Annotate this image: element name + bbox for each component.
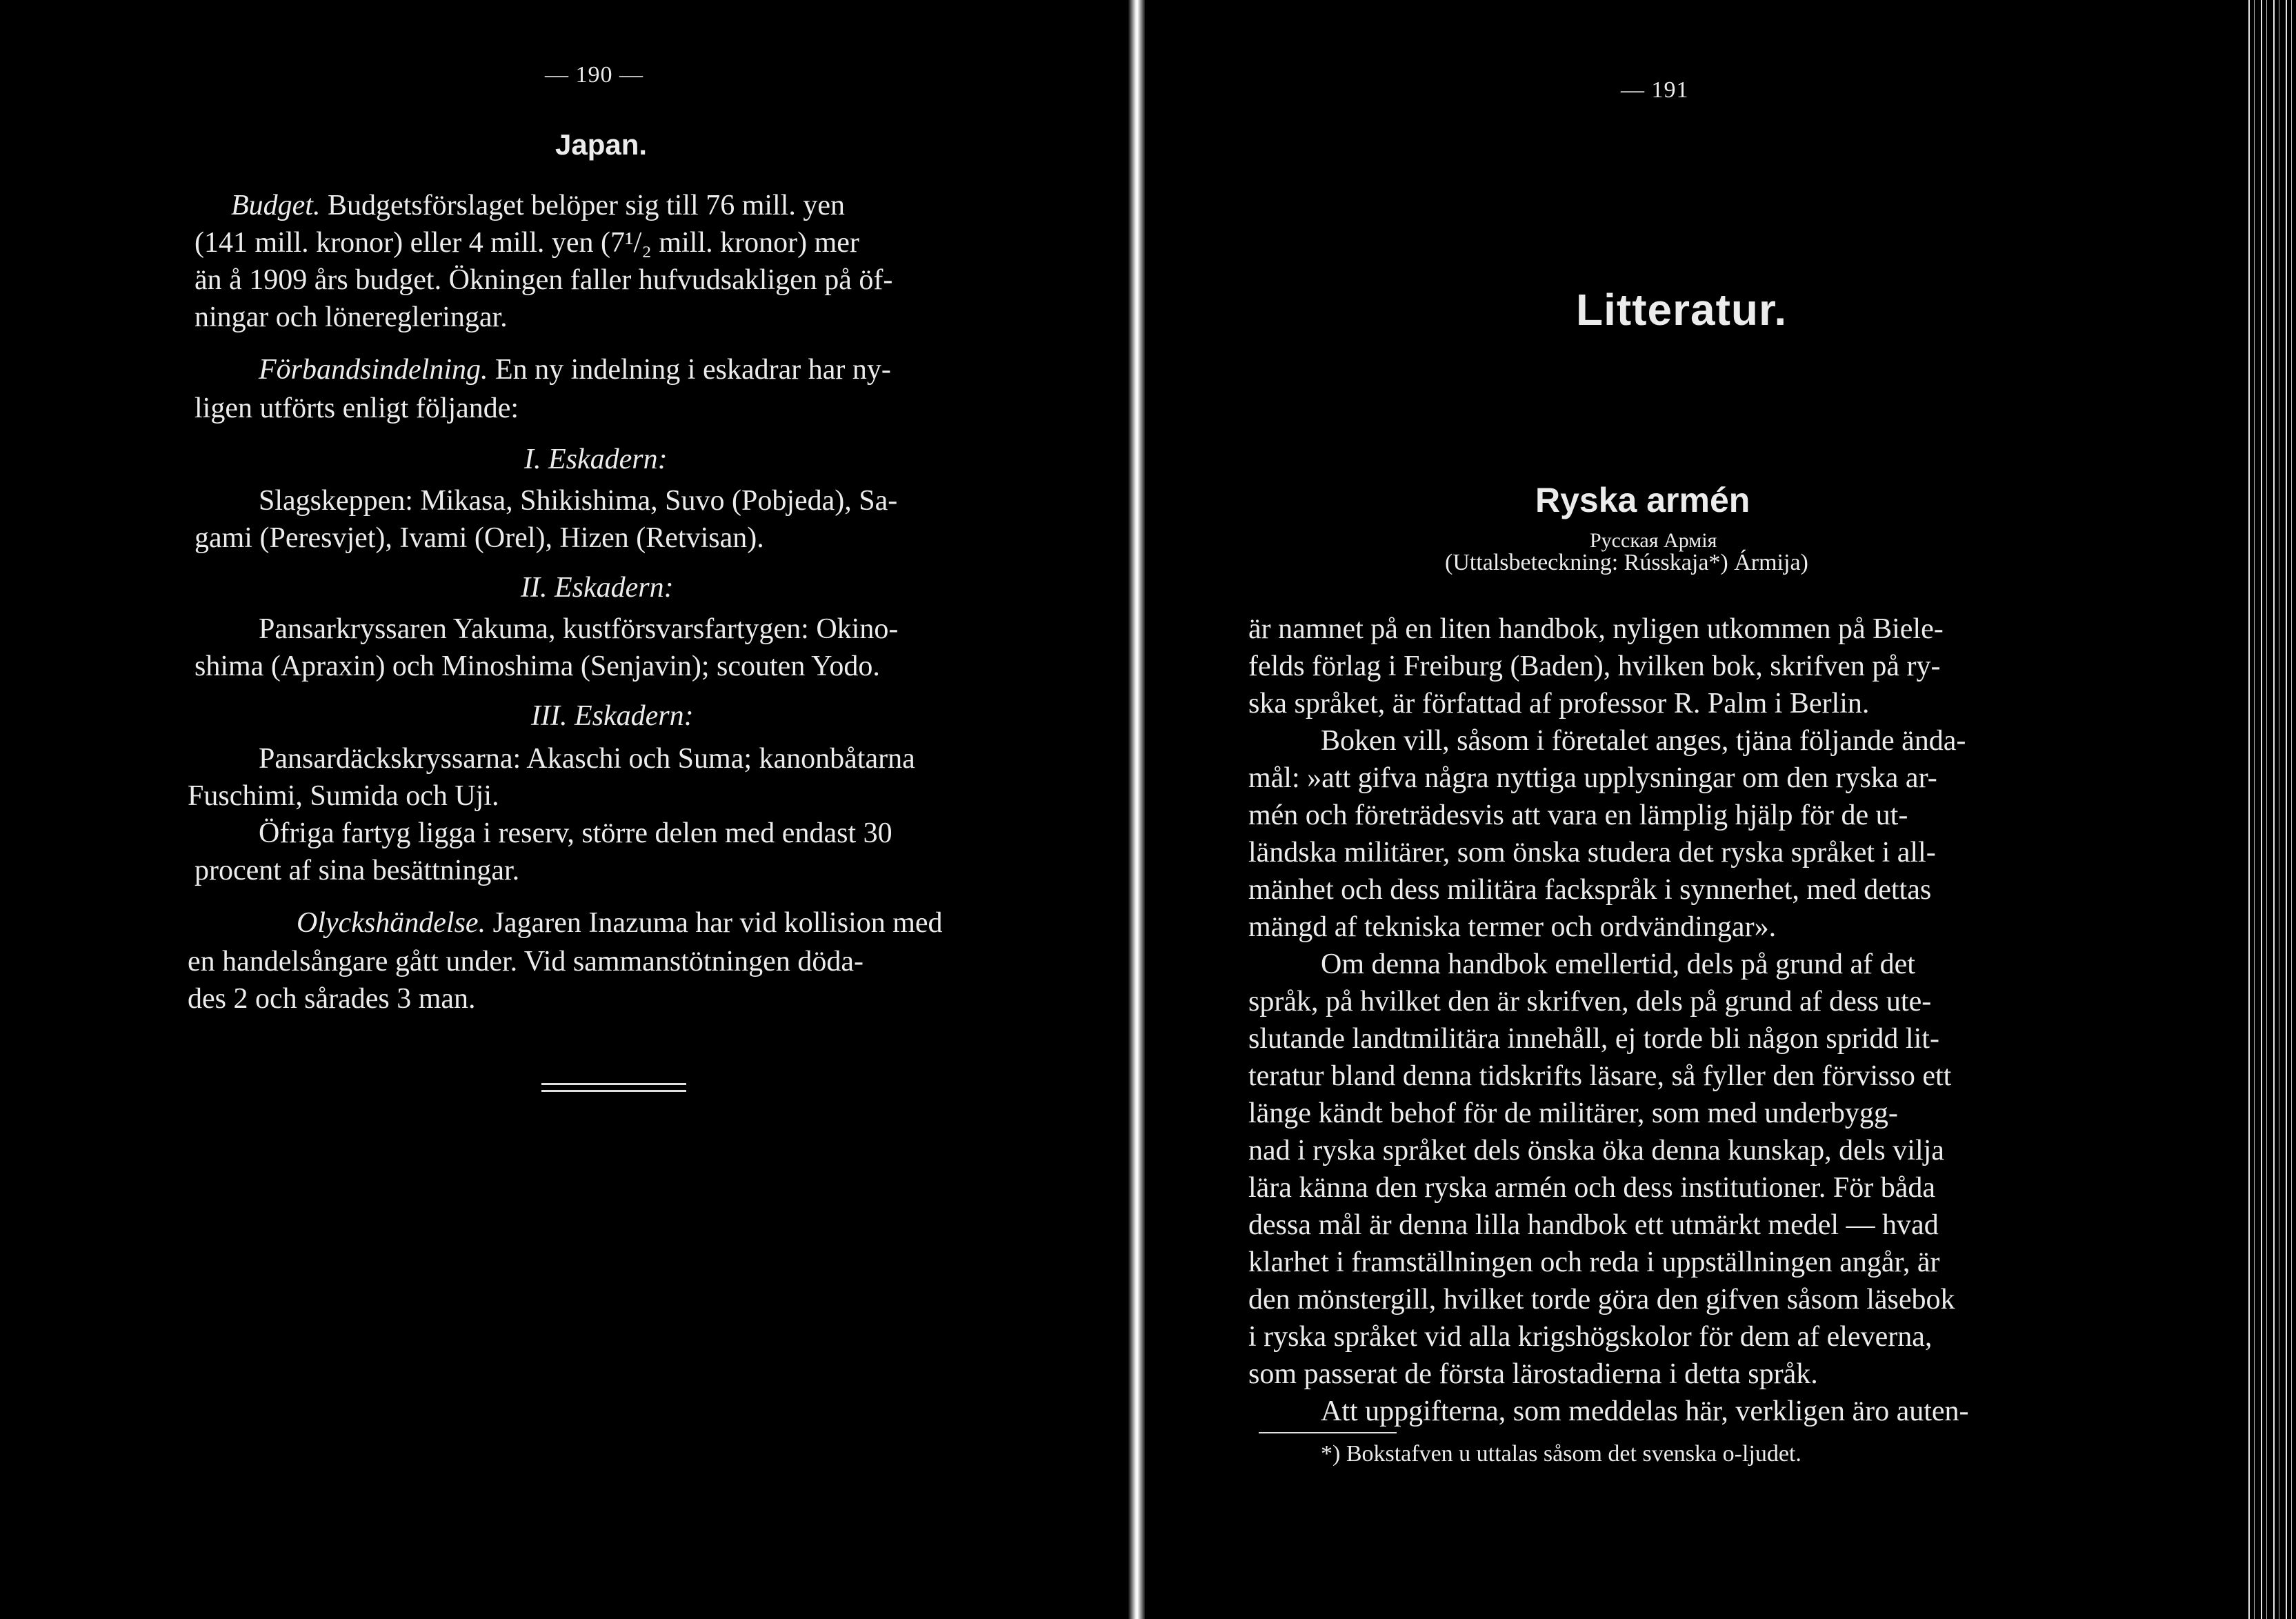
subtitle-pronunciation: (Uttalsbeteckning: Rússkaja*) Ármija) — [1445, 550, 1808, 575]
forband-line-1: Förbandsindelning. En ny indelning i eskadrar har ny- — [259, 354, 891, 386]
body-line-14: länge kändt behof för de militärer, som med underbygg- — [1248, 1097, 1898, 1129]
body-line-6: mén och företrädesvis att vara en lämplig hjälp för de ut- — [1248, 799, 1908, 831]
forband-line-2: ligen utförts enligt följande: — [194, 393, 519, 424]
body-line-8: mänhet och dess militära fackspråk i synnerhet, med dettas — [1248, 874, 1932, 906]
budget-line-1: Budget. Budgetsförslaget belöper sig till 76 mill. yen — [231, 190, 846, 221]
body-line-19: den mönstergill, hvilket torde göra den gifven såsom läsebok — [1248, 1284, 1955, 1315]
page-title: Japan. — [555, 128, 648, 161]
forband-label: Förbandsindelning. — [259, 354, 488, 386]
eskader-3-line-1: Pansardäckskryssarna: Akaschi och Suma; kanonbåtarna — [259, 743, 915, 775]
left-page-number: — 190 — — [545, 62, 643, 88]
right-page-number: — 191 — [1621, 77, 1689, 103]
body-line-2: felds förlag i Freiburg (Baden), hvilken bok, skrifven på ry- — [1248, 650, 1941, 682]
left-page — [0, 0, 1131, 1619]
budget-label: Budget. — [231, 190, 321, 221]
budget-line-3: än å 1909 års budget. Ökningen faller hufvudsakligen på öf- — [194, 264, 893, 296]
budget-line-4: ningar och löneregleringar. — [194, 301, 508, 333]
eskader-3-line-4: procent af sina besättningar. — [194, 855, 520, 886]
body-line-18: klarhet i framställningen och reda i uppställningen angår, är — [1248, 1246, 1940, 1278]
olycka-label: Olyckshändelse. — [297, 907, 486, 939]
olycka-line-1: Olyckshändelse. Jagaren Inazuma har vid kollision med — [297, 907, 943, 939]
body-line-17: dessa mål är denna lilla handbok ett utmärkt medel — hvad — [1248, 1209, 1939, 1241]
page-stack-edge — [2242, 0, 2296, 1619]
eskader-3-line-3: Öfriga fartyg ligga i reserv, större delen med endast 30 — [259, 817, 892, 849]
body-line-22: Att uppgifterna, som meddelas här, verkligen äro auten- — [1321, 1395, 1969, 1427]
body-line-11: språk, på hvilket den är skrifven, dels på grund af dess ute- — [1248, 986, 1932, 1017]
body-line-21: som passerat de första lärostadierna i detta språk. — [1248, 1358, 1818, 1390]
subtitle-russian: Русская Армія — [1590, 529, 1717, 552]
body-line-10: Om denna handbok emellertid, dels på grund af det — [1321, 948, 1915, 980]
eskader-2-line-1: Pansarkryssaren Yakuma, kustförsvarsfartygen: Okino- — [259, 613, 899, 645]
body-line-3: ska språket, är författad af professor R. Palm i Berlin. — [1248, 688, 1870, 719]
body-line-13: teratur bland denna tidskrifts läsare, så fyller den förvisso ett — [1248, 1060, 1952, 1092]
body-line-12: slutande landtmilitära innehåll, ej torde bli någon spridd lit- — [1248, 1023, 1939, 1055]
olycka-line-3: des 2 och sårades 3 man. — [188, 983, 476, 1015]
body-line-1: är namnet på en liten handbok, nyligen utkommen på Biele- — [1248, 613, 1944, 645]
article-title: Ryska armén — [1535, 481, 1750, 519]
section-end-rule-bottom — [541, 1090, 686, 1092]
body-line-15: nad i ryska språket dels önska öka denna kunskap, dels vilja — [1248, 1135, 1944, 1166]
body-line-9: mängd af tekniska termer och ordvändingar». — [1248, 911, 1777, 943]
budget-line-2: (141 mill. kronor) eller 4 mill. yen (7¹/₂ mill. kronor) mer — [194, 227, 859, 259]
section-end-rule-top — [541, 1083, 686, 1085]
body-line-20: i ryska språket vid alla krigshögskolor för dem af eleverna, — [1248, 1321, 1933, 1353]
footnote-rule — [1259, 1432, 1397, 1433]
eskader-1-heading: I. Eskadern: — [524, 444, 668, 475]
body-line-4: Boken vill, såsom i företalet anges, tjäna följande ända- — [1321, 725, 1966, 757]
eskader-1-line-1: Slagskeppen: Mikasa, Shikishima, Suvo (Pobjeda), Sa- — [259, 485, 898, 517]
right-page — [1145, 0, 2248, 1619]
body-line-16: lära känna den ryska armén och dess institutioner. För båda — [1248, 1172, 1936, 1204]
olycka-line-2: en handelsångare gått under. Vid sammanstötningen döda- — [188, 946, 864, 977]
section-title: Litteratur. — [1576, 285, 1788, 335]
book-gutter — [1128, 0, 1145, 1619]
eskader-3-heading: III. Eskadern: — [531, 700, 694, 732]
body-line-7: ländska militärer, som önska studera det ryska språket i all- — [1248, 837, 1936, 868]
eskader-2-line-2: shima (Apraxin) och Minoshima (Senjavin); scouten Yodo. — [194, 650, 880, 682]
eskader-3-line-2: Fuschimi, Sumida och Uji. — [188, 780, 499, 812]
eskader-1-line-2: gami (Peresvjet), Ivami (Orel), Hizen (Retvisan). — [194, 522, 764, 554]
body-line-5: mål: »att gifva några nyttiga upplysningar om den ryska ar- — [1248, 762, 1937, 794]
eskader-2-heading: II. Eskadern: — [521, 572, 674, 604]
footnote: *) Bokstafven u uttalas såsom det svenska o-ljudet. — [1321, 1441, 1801, 1467]
